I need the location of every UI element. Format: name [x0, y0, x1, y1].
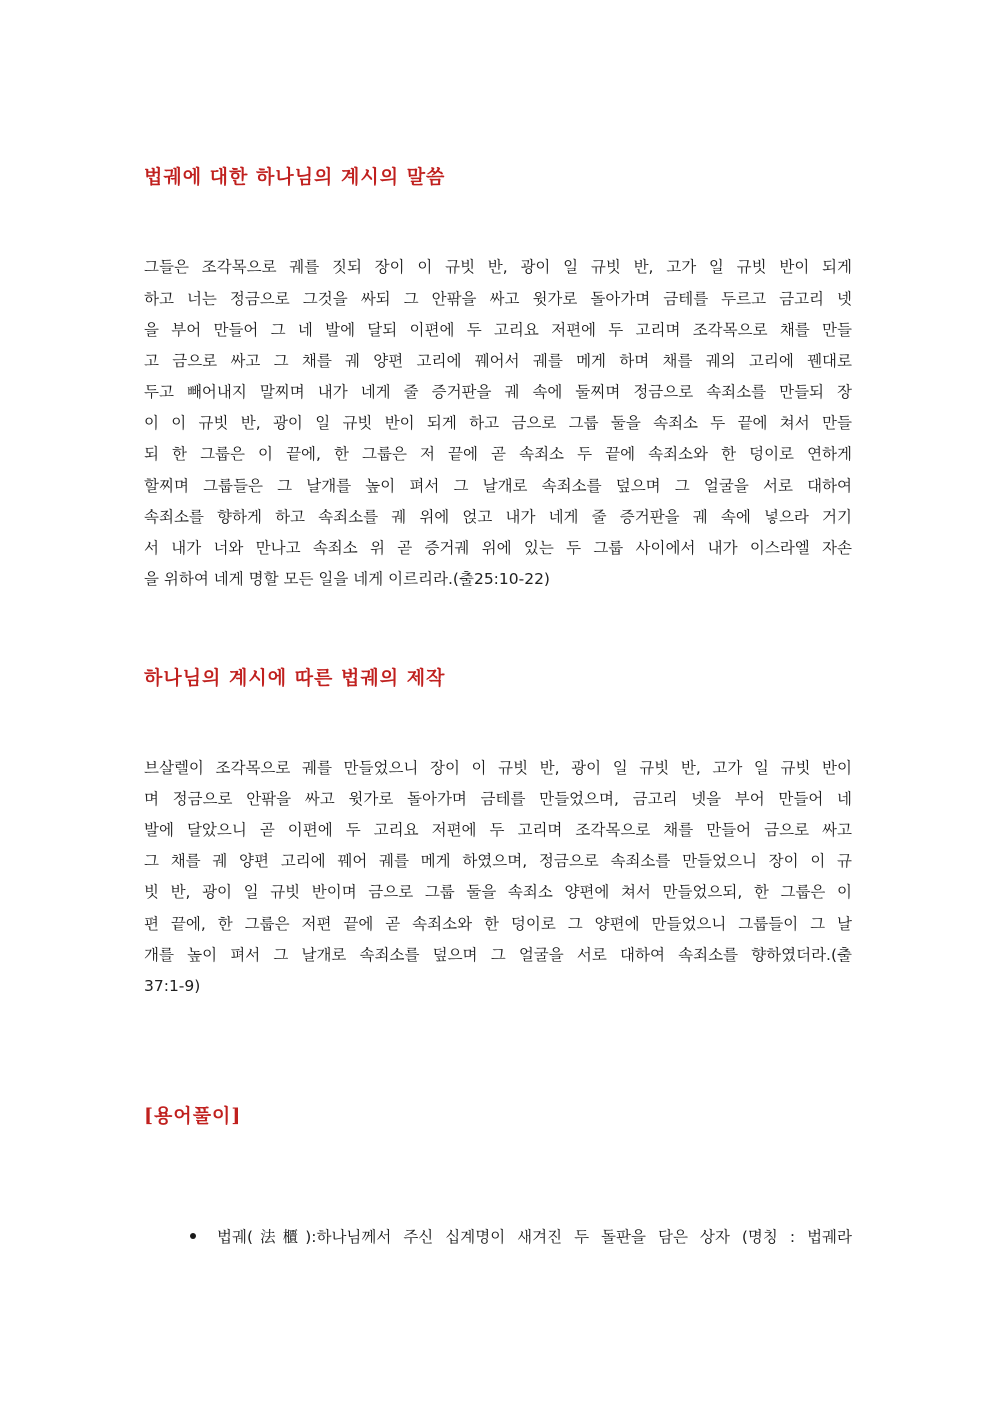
text-line: 되 한 그룹은 이 끝에, 한 그룹은 저 끝에 곧 속죄소 두 끝에 속죄소와 한 덩이로 연하게: [144, 445, 852, 463]
section-heading-revelation: 법궤에 대한 하나님의 계시의 말씀: [144, 166, 446, 188]
text-line: 두고 빼어내지 말찌며 내가 네게 줄 증거판을 궤 속에 둘찌며 정금으로 속죄소를 만들되 장: [144, 383, 852, 401]
text-line: 개를 높이 펴서 그 날개로 속죄소를 덮으며 그 얼굴을 서로 대하여 속죄소를 향하였더라.(출: [144, 946, 852, 964]
bullet-icon: [190, 1233, 196, 1239]
section-heading-glossary: [용어풀이]: [144, 1105, 242, 1127]
text-line: 발에 달았으니 곧 이편에 두 고리요 저편에 두 고리며 조각목으로 채를 만들어 금으로 싸고: [144, 821, 852, 839]
text-line: 할찌며 그룹들은 그 날개를 높이 펴서 그 날개로 속죄소를 덮으며 그 얼굴을 서로 대하여: [144, 477, 852, 495]
text-line: 37:1-9): [144, 977, 201, 995]
text-line: 속죄소를 향하게 하고 속죄소를 궤 위에 얹고 내가 네게 줄 증거판을 궤 속에 넣으라 거기: [144, 508, 852, 526]
text-line: 을 부어 만들어 그 네 발에 달되 이편에 두 고리요 저편에 두 고리며 조각목으로 채를 만들: [144, 321, 852, 339]
text-line: 빗 반, 광이 일 규빗 반이며 금으로 그룹 둘을 속죄소 양편에 쳐서 만들었으되, 한 그룹은 이: [144, 883, 852, 901]
text-line: 서 내가 너와 만나고 속죄소 위 곧 증거궤 위에 있는 두 그룹 사이에서 내가 이스라엘 자손: [144, 539, 852, 557]
text-line: 그 채를 궤 양편 고리에 꿰어 궤를 메게 하였으며, 정금으로 속죄소를 만들었으니 장이 이 규: [144, 852, 852, 870]
glossary-list-item: [190, 1226, 852, 1248]
text-line: 브살렐이 조각목으로 궤를 만들었으니 장이 이 규빗 반, 광이 일 규빗 반, 고가 일 규빗 반이: [144, 759, 852, 777]
text-line: 그들은 조각목으로 궤를 짓되 장이 이 규빗 반, 광이 일 규빗 반, 고가 일 규빗 반이 되게: [144, 258, 852, 276]
text-line: 편 끝에, 한 그룹은 저편 끝에 곧 속죄소와 한 덩이로 그 양편에 만들었으니 그룹들이 그 날: [144, 915, 852, 933]
text-line: 이 이 규빗 반, 광이 일 규빗 반이 되게 하고 금으로 그룹 둘을 속죄소 두 끝에 쳐서 만들: [144, 414, 852, 432]
text-line: 하고 너는 정금으로 그것을 싸되 그 안팎을 싸고 윗가로 돌아가며 금테를 두르고 금고리 넷: [144, 290, 852, 308]
text-line: 며 정금으로 안팎을 싸고 윗가로 돌아가며 금테를 만들었으며, 금고리 넷을 부어 만들어 네: [144, 790, 852, 808]
section-heading-construction: 하나님의 계시에 따른 법궤의 제작: [144, 667, 446, 689]
text-line: 을 위하여 네게 명할 모든 일을 네게 이르리라.(출25:10-22): [144, 570, 550, 588]
text-line: 고 금으로 싸고 그 채를 궤 양편 고리에 꿰어서 궤를 메게 하며 채를 궤의 고리에 꿴대로: [144, 352, 852, 370]
glossary-definition: 법궤(法櫃):하나님께서 주신 십계명이 새겨진 두 돌판을 담은 상자 (명칭 : 법궤라: [217, 1228, 852, 1246]
